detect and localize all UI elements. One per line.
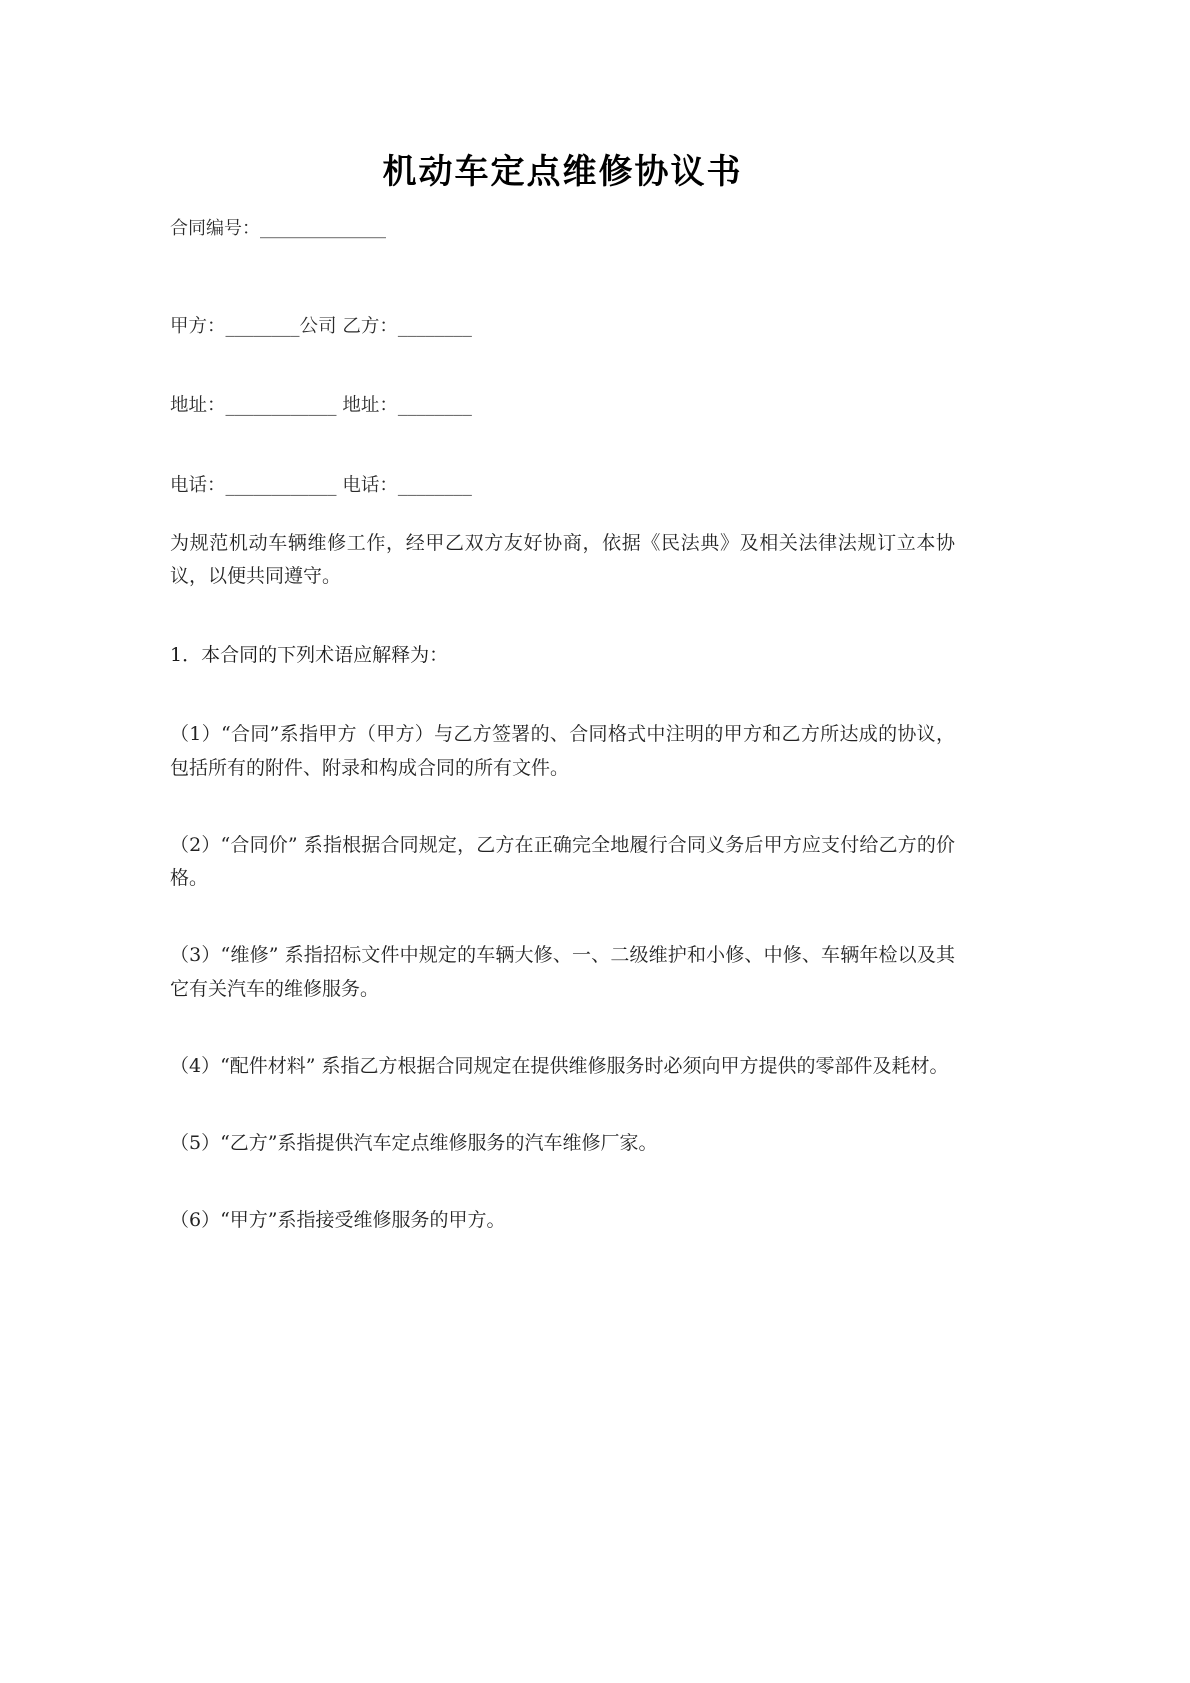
spacer: [170, 1160, 955, 1204]
page-title: 机动车定点维修协议书: [382, 152, 743, 192]
section-1-heading: 1．本合同的下列术语应解释为：: [170, 644, 449, 667]
clause-item: （5）“乙方”系指提供汽车定点维修服务的汽车维修厂家。: [170, 1132, 658, 1155]
spacer: [170, 341, 955, 391]
clause-item: （4）“配件材料” 系指乙方根据合同规定在提供维修服务时必须向甲方提供的零部件及耗材。: [170, 1054, 949, 1077]
spacer: [170, 1083, 955, 1127]
spacer: [170, 672, 955, 718]
spacer: [170, 785, 955, 829]
spacer: [170, 593, 955, 639]
clause-item: （6）“甲方”系指接受维修服务的甲方。: [170, 1209, 506, 1232]
party-address-line: 地址：____________ 地址：________: [170, 395, 472, 417]
party-names-line: 甲方：________公司 乙方：________: [170, 315, 472, 337]
contract-number-line: 合同编号：______________: [170, 217, 386, 239]
clause-item: （1）“合同”系指甲方（甲方）与乙方签署的、合同格式中注明的甲方和乙方所达成的协议，包括所有的附件、附录和构成合同的所有文件。: [170, 723, 955, 779]
clause-item: （3）“维修” 系指招标文件中规定的车辆大修、一、二级维护和小修、中修、车辆年检以及其它有关汽车的维修服务。: [170, 944, 955, 1000]
spacer: [170, 421, 955, 471]
party-phone-line: 电话：____________ 电话：________: [170, 474, 472, 496]
document-content: [170, 0, 955, 1238]
spacer: [170, 501, 955, 527]
preamble-paragraph: 为规范机动车辆维修工作，经甲乙双方友好协商，依据《民法典》及相关法律法规订立本协议，以便共同遵守。: [170, 531, 955, 587]
clause-item: （2）“合同价” 系指根据合同规定，乙方在正确完全地履行合同义务后甲方应支付给乙方的价格。: [170, 833, 955, 890]
spacer: [170, 1006, 955, 1050]
spacer: [170, 895, 955, 939]
spacer: [170, 242, 955, 312]
